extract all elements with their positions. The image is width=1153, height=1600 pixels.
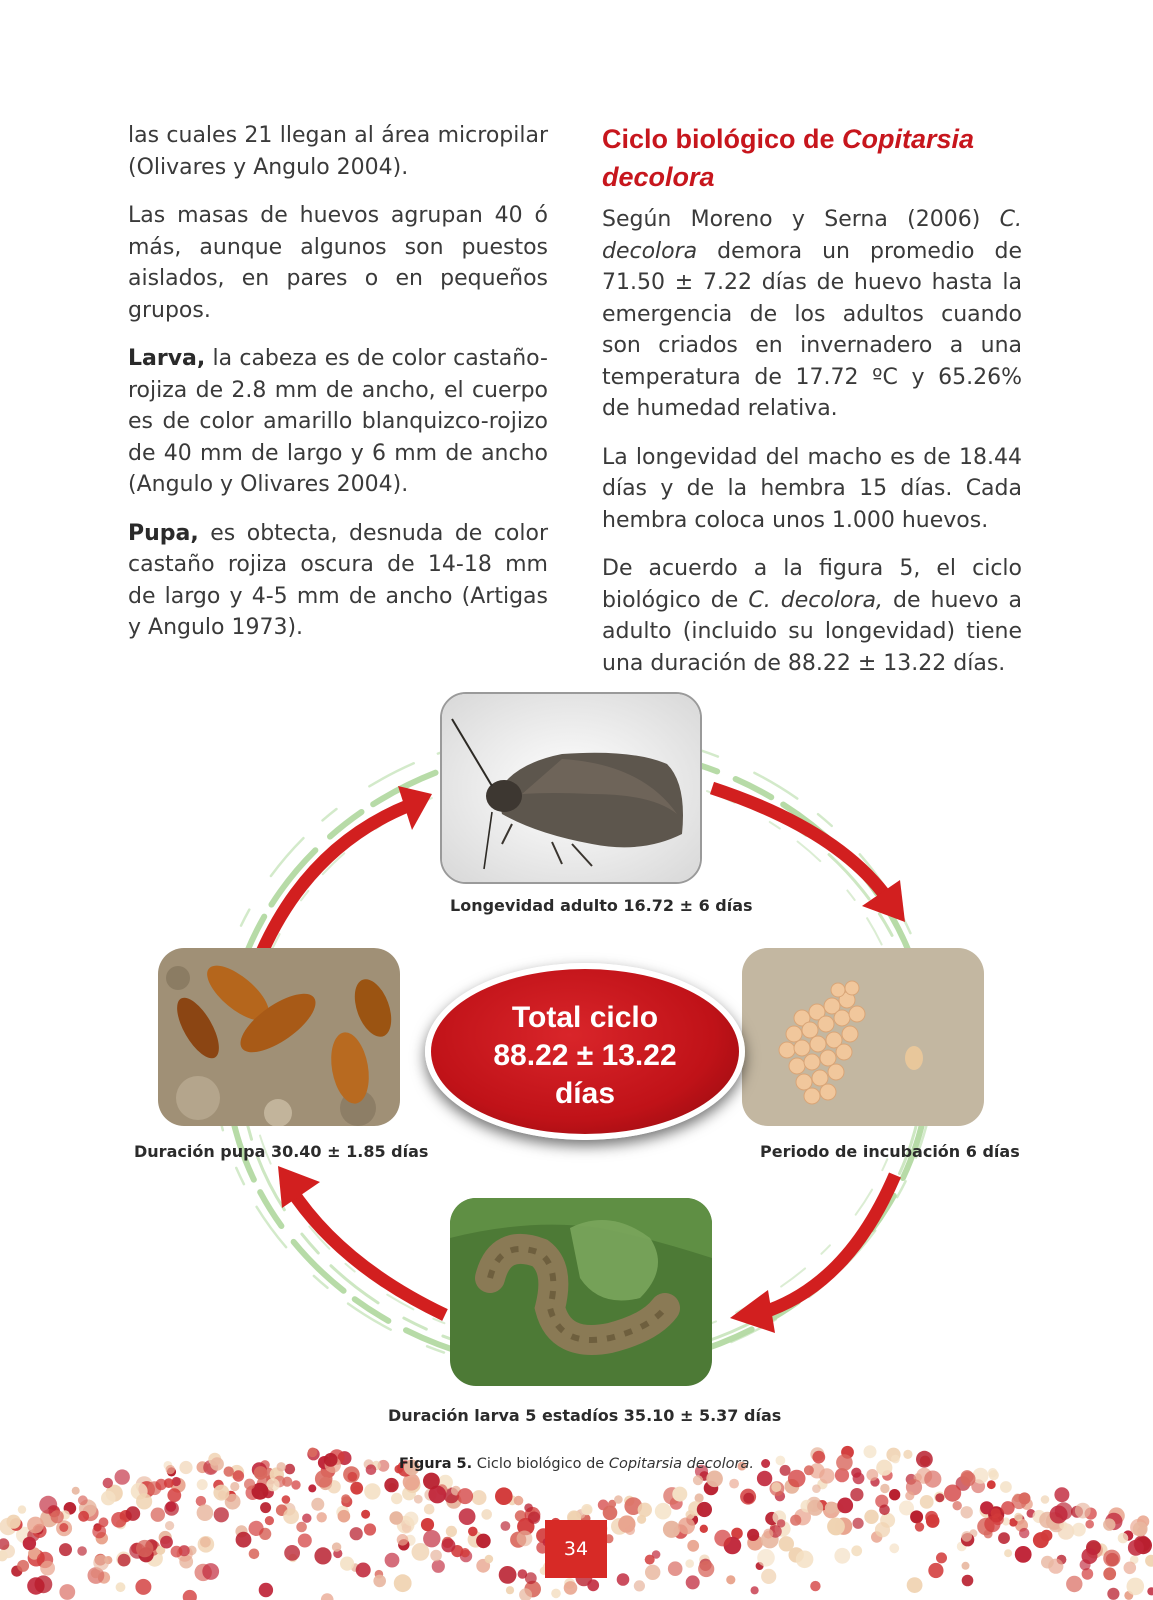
grain	[1019, 1528, 1029, 1538]
grain	[1015, 1546, 1032, 1563]
grain	[685, 1559, 694, 1568]
grain	[384, 1478, 398, 1492]
grain	[457, 1488, 473, 1504]
grain	[617, 1573, 630, 1586]
grain	[397, 1534, 409, 1546]
grain	[961, 1506, 973, 1518]
grain	[249, 1549, 260, 1560]
grain	[1001, 1501, 1015, 1515]
grain	[944, 1485, 961, 1502]
grain	[581, 1504, 592, 1515]
grain	[1075, 1503, 1091, 1519]
grain	[1041, 1495, 1050, 1504]
grain	[302, 1514, 311, 1523]
text-segment: De acuerdo a la figura 5, el ciclo biológico de	[602, 556, 1022, 613]
grain	[564, 1581, 578, 1595]
grain	[984, 1516, 1000, 1532]
grain	[514, 1496, 524, 1506]
grain	[1004, 1549, 1012, 1557]
total-cycle-unit: días	[554, 1077, 616, 1110]
grain	[771, 1482, 781, 1492]
right-column	[602, 120, 1022, 696]
grain	[495, 1487, 513, 1505]
term-pupa: Pupa,	[128, 520, 199, 546]
grain	[953, 1501, 962, 1510]
grain	[118, 1554, 131, 1567]
grain	[468, 1527, 478, 1537]
grain	[361, 1510, 370, 1519]
paragraph-egg-masses: Las masas de huevos agrupan 40 ó más, aunque algunos son puestos aislados, en pares o en pequeños grupos.	[128, 203, 548, 323]
grain	[757, 1471, 772, 1486]
photo-eggs	[742, 948, 984, 1126]
grain	[1124, 1562, 1137, 1575]
grain	[350, 1482, 363, 1495]
label-larva-duration: Duración larva 5 estadíos 35.10 ± 5.37 días	[388, 1406, 782, 1425]
grain	[308, 1484, 316, 1492]
grain	[446, 1526, 457, 1537]
grain	[315, 1470, 333, 1488]
grain	[525, 1572, 537, 1584]
grain	[314, 1547, 331, 1564]
grain	[638, 1503, 652, 1517]
grain	[18, 1505, 26, 1513]
grain	[788, 1470, 806, 1488]
paragraph-micropyle: las cuales 21 llegan al área micropilar (Olivares y Angulo 2004).	[128, 123, 548, 180]
grain	[103, 1478, 113, 1488]
grain	[160, 1536, 173, 1549]
grain	[404, 1512, 419, 1527]
grain	[1019, 1492, 1031, 1504]
grain	[987, 1480, 996, 1489]
grain	[348, 1472, 358, 1482]
left-column	[128, 120, 548, 661]
grain	[1145, 1555, 1153, 1567]
paragraph-development-time	[602, 204, 1022, 425]
grain	[1107, 1588, 1119, 1600]
grain	[1147, 1587, 1153, 1595]
grain	[202, 1563, 219, 1580]
grain	[850, 1488, 863, 1501]
grain	[332, 1542, 341, 1551]
grain	[655, 1503, 672, 1520]
grain	[136, 1493, 152, 1509]
grain	[284, 1545, 300, 1561]
grain	[385, 1553, 400, 1568]
grain	[853, 1518, 864, 1529]
grain	[424, 1504, 435, 1515]
grain	[341, 1494, 350, 1503]
grain	[807, 1500, 823, 1516]
life-cycle-figure	[0, 690, 1153, 1470]
caption-text: Ciclo biológico de	[472, 1456, 609, 1472]
grain	[751, 1586, 759, 1594]
grain	[905, 1491, 914, 1500]
paragraph-longevity: La longevidad del macho es de 18.44 días y de la hembra 15 días. Cada hembra coloca unos 1.000 huevos.	[602, 444, 1022, 533]
heading-species: Copitarsia decolora	[602, 124, 975, 192]
term-larva: Larva,	[128, 346, 206, 371]
grain	[259, 1583, 273, 1597]
grain	[936, 1552, 947, 1563]
grain	[1000, 1481, 1012, 1493]
photo-pupae	[158, 948, 400, 1126]
grain	[1103, 1550, 1120, 1567]
grain	[714, 1530, 731, 1547]
grain	[907, 1577, 923, 1593]
grain	[350, 1527, 363, 1540]
grain	[265, 1516, 274, 1525]
grain	[214, 1507, 229, 1522]
grain	[924, 1471, 941, 1488]
grain	[126, 1506, 141, 1521]
grain	[164, 1478, 174, 1488]
grain	[459, 1508, 476, 1525]
grain	[266, 1478, 279, 1491]
grain	[645, 1555, 655, 1565]
grain	[524, 1503, 533, 1512]
grain	[1014, 1513, 1023, 1522]
grain	[729, 1479, 739, 1489]
grain	[101, 1491, 116, 1506]
grain	[603, 1506, 618, 1521]
grain	[962, 1575, 974, 1587]
grain	[394, 1574, 412, 1592]
grain	[1066, 1576, 1082, 1592]
grain	[698, 1561, 714, 1577]
grain	[166, 1501, 177, 1512]
grain	[165, 1521, 174, 1530]
grain	[864, 1510, 878, 1524]
grain	[796, 1551, 814, 1569]
photo-adult-moth	[440, 692, 702, 884]
grain	[78, 1511, 89, 1522]
grain	[151, 1508, 165, 1522]
grain	[697, 1502, 712, 1517]
grain	[51, 1510, 64, 1523]
grain	[1054, 1487, 1069, 1502]
grain	[757, 1549, 775, 1567]
grain	[236, 1532, 252, 1548]
grain	[296, 1522, 307, 1533]
grain	[790, 1515, 801, 1526]
grain	[645, 1565, 660, 1580]
grain	[476, 1534, 491, 1549]
grain	[472, 1490, 487, 1505]
grain	[1118, 1533, 1129, 1544]
grain	[17, 1560, 29, 1572]
grain	[761, 1569, 776, 1584]
label-pupa-duration: Duración pupa 30.40 ± 1.85 días	[134, 1142, 429, 1161]
grain	[356, 1563, 371, 1578]
grain	[116, 1582, 126, 1592]
figure-caption	[0, 1456, 1153, 1472]
grain	[1103, 1567, 1116, 1580]
grain	[432, 1560, 445, 1573]
pupa-description: es obtecta, desnuda de color castaño rojiza oscura de 14-18 mm de largo y 4-5 mm de ancho (Artigas y Angulo 1973).	[128, 520, 548, 640]
grain	[233, 1470, 244, 1481]
grain	[72, 1487, 80, 1495]
grain	[7, 1515, 21, 1529]
grain	[1041, 1556, 1054, 1569]
grain	[183, 1590, 197, 1600]
grain	[311, 1498, 324, 1511]
grain	[889, 1489, 900, 1500]
grain	[763, 1529, 773, 1539]
grain	[298, 1534, 312, 1548]
grain	[1050, 1506, 1068, 1524]
grain	[853, 1472, 865, 1484]
paragraph-figure-reference	[602, 553, 1022, 679]
grain	[27, 1517, 44, 1534]
grain	[614, 1495, 623, 1504]
label-adult-longevity: Longevidad adulto 16.72 ± 6 días	[450, 896, 753, 915]
grain	[23, 1537, 36, 1550]
text-segment: demora un promedio de 71.50 ± 7.22 días de huevo hasta la emergencia de los adultos cuando son criados en invernadero a una temperatura de 17.72 ºC y 65.26% de humedad relativa.	[602, 238, 1022, 421]
caption-species: Copitarsia decolora.	[608, 1456, 754, 1472]
grain	[338, 1510, 351, 1523]
grain	[1085, 1520, 1094, 1529]
grain	[389, 1511, 403, 1525]
grain	[812, 1484, 821, 1493]
photo-larva	[450, 1198, 712, 1386]
grain	[260, 1502, 271, 1513]
grain	[391, 1493, 402, 1504]
grain	[485, 1555, 494, 1564]
paragraph-pupa	[128, 518, 548, 644]
larva-description: la cabeza es de color castaño-rojiza de 2.8 mm de ancho, el cuerpo es de color amarillo blanquizco-rojizo de 40 mm de largo y 6 mm de ancho (Angulo y Olivares 2004).	[128, 346, 548, 497]
grain	[1128, 1540, 1144, 1556]
grain	[317, 1512, 327, 1522]
grain	[78, 1495, 88, 1505]
grain	[668, 1561, 683, 1576]
grain	[693, 1475, 703, 1485]
grain	[481, 1509, 492, 1520]
heading-plain: Ciclo biológico de	[602, 124, 843, 154]
grain	[373, 1575, 386, 1588]
grain	[321, 1593, 334, 1600]
grain	[364, 1483, 380, 1499]
grain	[672, 1487, 687, 1502]
grain	[1082, 1548, 1098, 1564]
grain	[925, 1511, 938, 1524]
grain	[167, 1488, 181, 1502]
grain	[528, 1512, 540, 1524]
grain	[197, 1504, 214, 1521]
grain	[423, 1530, 440, 1547]
grain	[414, 1495, 423, 1504]
paragraph-larva	[128, 343, 548, 501]
grain	[501, 1521, 511, 1531]
grain	[136, 1540, 153, 1557]
grain	[59, 1543, 72, 1556]
grain	[880, 1484, 889, 1493]
grain	[283, 1508, 299, 1524]
grain	[777, 1519, 785, 1527]
grain	[364, 1523, 376, 1535]
grain	[879, 1505, 890, 1516]
grain	[441, 1538, 455, 1552]
grain	[230, 1482, 239, 1491]
grain	[421, 1518, 434, 1531]
grain	[59, 1523, 68, 1532]
grain	[1103, 1518, 1115, 1530]
grain	[834, 1548, 850, 1564]
grain	[1133, 1522, 1148, 1537]
grain	[810, 1581, 820, 1591]
grain	[506, 1586, 514, 1594]
grain	[961, 1472, 976, 1487]
grain	[998, 1532, 1010, 1544]
grain	[706, 1471, 723, 1488]
section-heading	[602, 120, 1022, 196]
grain	[825, 1502, 837, 1514]
grain	[779, 1536, 794, 1551]
grain	[499, 1566, 517, 1584]
grain	[875, 1522, 890, 1537]
grain	[1072, 1523, 1086, 1537]
grain	[915, 1522, 924, 1531]
grain	[634, 1580, 645, 1591]
grain	[678, 1517, 695, 1534]
grain	[282, 1495, 291, 1504]
grain	[827, 1518, 845, 1536]
grain	[197, 1479, 208, 1490]
grain	[92, 1525, 106, 1539]
grain	[991, 1508, 1001, 1518]
grain	[587, 1579, 599, 1591]
grain	[726, 1575, 735, 1584]
total-cycle-value: 88.22 ± 13.22	[493, 1039, 677, 1072]
grain	[1033, 1532, 1049, 1548]
grain	[935, 1493, 944, 1502]
grain	[135, 1579, 151, 1595]
grain	[35, 1575, 53, 1593]
grain	[551, 1589, 561, 1599]
grain	[171, 1546, 183, 1558]
grain	[837, 1498, 853, 1514]
grain	[111, 1512, 127, 1528]
grain	[920, 1495, 934, 1509]
total-cycle-title: Total ciclo	[511, 1001, 659, 1034]
species-name: C. decolora	[602, 207, 1022, 264]
grain	[244, 1479, 255, 1490]
grain	[291, 1480, 300, 1489]
grain	[851, 1545, 862, 1556]
grain	[198, 1536, 215, 1553]
grain	[93, 1555, 109, 1571]
grain	[340, 1557, 354, 1571]
grain	[59, 1584, 75, 1600]
grain	[213, 1485, 229, 1501]
total-cycle-badge	[425, 963, 745, 1140]
figure-number: Figura 5.	[398, 1456, 473, 1472]
grain	[686, 1575, 700, 1589]
grain	[889, 1543, 899, 1553]
grain	[1127, 1578, 1145, 1596]
grain	[430, 1550, 442, 1562]
grain	[743, 1493, 754, 1504]
label-incubation: Periodo de incubación 6 días	[760, 1142, 1020, 1161]
species-name: C. decolora,	[748, 587, 883, 613]
grain	[249, 1521, 264, 1536]
grain	[663, 1521, 680, 1538]
grain	[700, 1525, 708, 1533]
grain	[423, 1473, 440, 1490]
grain	[910, 1510, 923, 1523]
grain	[517, 1531, 533, 1547]
page-number: 34	[545, 1520, 607, 1578]
grain	[40, 1561, 55, 1576]
grain	[687, 1540, 699, 1552]
grain	[77, 1546, 87, 1556]
text-segment: de huevo a adulto (incluido su longevidad) tiene una duración de 88.22 ± 13.22 días.	[602, 587, 1022, 676]
grain	[625, 1525, 635, 1535]
text-segment: Según Moreno y Serna (2006)	[602, 207, 1000, 232]
grain	[962, 1562, 970, 1570]
grain	[928, 1563, 943, 1578]
grain	[961, 1531, 972, 1542]
grain	[460, 1548, 469, 1557]
grain	[747, 1529, 759, 1541]
